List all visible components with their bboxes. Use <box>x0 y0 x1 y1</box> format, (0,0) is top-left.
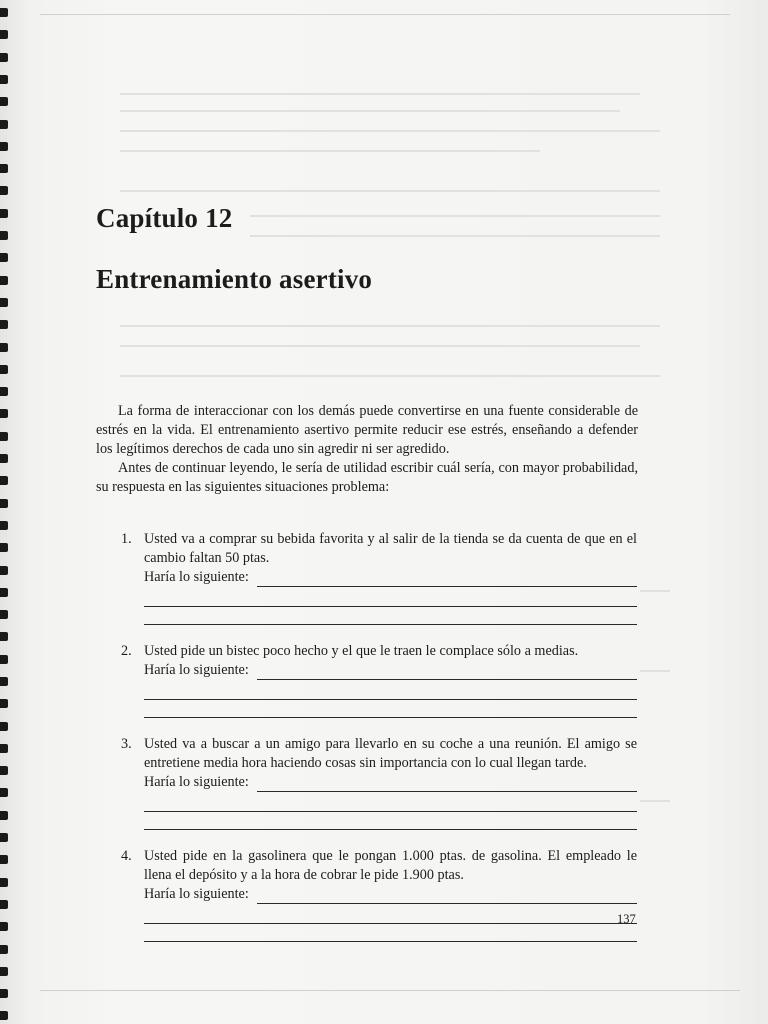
problem-text: Usted va a comprar su bebida favorita y al salir de la tienda se da cuenta de que en el cambio faltan 50 ptas. <box>144 531 637 566</box>
spiral-binding <box>0 0 12 1024</box>
chapter-number: Capítulo 12 <box>96 203 233 233</box>
intro-section <box>96 402 638 497</box>
bleed-through-line <box>640 590 670 592</box>
problem-list <box>121 530 637 942</box>
binding-hole <box>0 120 8 129</box>
bleed-through-line <box>120 375 660 377</box>
answer-row <box>144 773 637 792</box>
answer-line[interactable] <box>144 680 637 700</box>
answer-line[interactable] <box>144 904 637 924</box>
binding-hole <box>0 655 8 664</box>
answer-line[interactable] <box>257 665 637 680</box>
binding-hole <box>0 343 8 352</box>
top-edge-rule <box>40 14 730 15</box>
binding-hole <box>0 320 8 329</box>
binding-hole <box>0 722 8 731</box>
problem-item <box>121 847 637 942</box>
binding-hole <box>0 833 8 842</box>
binding-hole <box>0 209 8 218</box>
problem-item <box>121 642 637 718</box>
binding-hole <box>0 454 8 463</box>
binding-hole <box>0 253 8 262</box>
answer-row <box>144 661 637 680</box>
answer-line[interactable] <box>144 792 637 812</box>
problem-number: 2. <box>121 643 132 659</box>
answer-line[interactable] <box>144 812 637 830</box>
answer-line[interactable] <box>257 572 637 587</box>
answer-line[interactable] <box>257 777 637 792</box>
chapter-title: Entrenamiento asertivo <box>96 264 373 294</box>
binding-hole <box>0 788 8 797</box>
answer-line[interactable] <box>144 924 637 942</box>
binding-hole <box>0 8 8 17</box>
problem-number: 4. <box>121 848 132 864</box>
binding-hole <box>0 276 8 285</box>
bleed-through-line <box>120 110 620 112</box>
bleed-through-line <box>120 190 660 192</box>
binding-hole <box>0 945 8 954</box>
binding-hole <box>0 387 8 396</box>
binding-hole <box>0 53 8 62</box>
binding-hole <box>0 632 8 641</box>
binding-hole <box>0 766 8 775</box>
binding-hole <box>0 610 8 619</box>
binding-hole <box>0 967 8 976</box>
bleed-through-line <box>640 670 670 672</box>
binding-hole <box>0 231 8 240</box>
problem-item <box>121 735 637 830</box>
bleed-through-line <box>640 800 670 802</box>
bleed-through-line <box>120 345 640 347</box>
binding-hole <box>0 432 8 441</box>
binding-hole <box>0 365 8 374</box>
intro-paragraph: La forma de interaccionar con los demás puede convertirse en una fuente considerable de estrés en la vida. El entrenamiento asertivo permite reducir ese estrés, enseñando a defender los legítimos derechos de cada uno sin agredir ni ser agredido. <box>96 403 638 457</box>
problem-number: 3. <box>121 736 132 752</box>
binding-hole <box>0 543 8 552</box>
bottom-edge-rule <box>40 990 740 991</box>
binding-hole <box>0 811 8 820</box>
answer-row <box>144 885 637 904</box>
binding-hole <box>0 588 8 597</box>
problem-number: 1. <box>121 531 132 547</box>
bleed-through-line <box>120 93 640 95</box>
binding-hole <box>0 922 8 931</box>
problem-text: Usted pide en la gasolinera que le pongan 1.000 ptas. de gasolina. El empleado le llena el depósito y a la hora de cobrar le pide 1.900 ptas. <box>144 848 637 883</box>
answer-line[interactable] <box>257 889 637 904</box>
answer-line[interactable] <box>144 700 637 718</box>
binding-hole <box>0 75 8 84</box>
binding-hole <box>0 164 8 173</box>
bleed-through-line <box>120 325 660 327</box>
answer-row <box>144 568 637 587</box>
answer-label: Haría lo siguiente: <box>144 774 249 790</box>
answer-label: Haría lo siguiente: <box>144 569 249 585</box>
problem-text: Usted pide un bistec poco hecho y el que le traen le complace sólo a medias. <box>144 643 579 659</box>
intro-paragraph: Antes de continuar leyendo, le sería de utilidad escribir cuál sería, con mayor probabilidad, su respuesta en las siguientes situaciones problema: <box>96 460 638 495</box>
binding-hole <box>0 677 8 686</box>
binding-hole <box>0 298 8 307</box>
binding-hole <box>0 878 8 887</box>
binding-hole <box>0 989 8 998</box>
binding-hole <box>0 142 8 151</box>
binding-hole <box>0 499 8 508</box>
problem-text: Usted va a buscar a un amigo para llevarlo en su coche a una reunión. El amigo se entretiene media hora haciendo cosas sin importancia con lo cual llegan tarde. <box>144 736 637 771</box>
problem-item <box>121 530 637 625</box>
bleed-through-line <box>250 235 660 237</box>
binding-hole <box>0 409 8 418</box>
binding-hole <box>0 97 8 106</box>
binding-hole <box>0 1011 8 1020</box>
binding-hole <box>0 521 8 530</box>
binding-hole <box>0 186 8 195</box>
answer-label: Haría lo siguiente: <box>144 662 249 678</box>
answer-label: Haría lo siguiente: <box>144 886 249 902</box>
answer-line[interactable] <box>144 607 637 625</box>
binding-hole <box>0 744 8 753</box>
binding-hole <box>0 855 8 864</box>
binding-hole <box>0 476 8 485</box>
binding-hole <box>0 30 8 39</box>
bleed-through-line <box>250 215 660 217</box>
binding-hole <box>0 699 8 708</box>
answer-line[interactable] <box>144 587 637 607</box>
bleed-through-line <box>120 130 660 132</box>
binding-hole <box>0 900 8 909</box>
page-number: 137 <box>617 912 636 926</box>
bleed-through-line <box>120 150 540 152</box>
binding-hole <box>0 566 8 575</box>
